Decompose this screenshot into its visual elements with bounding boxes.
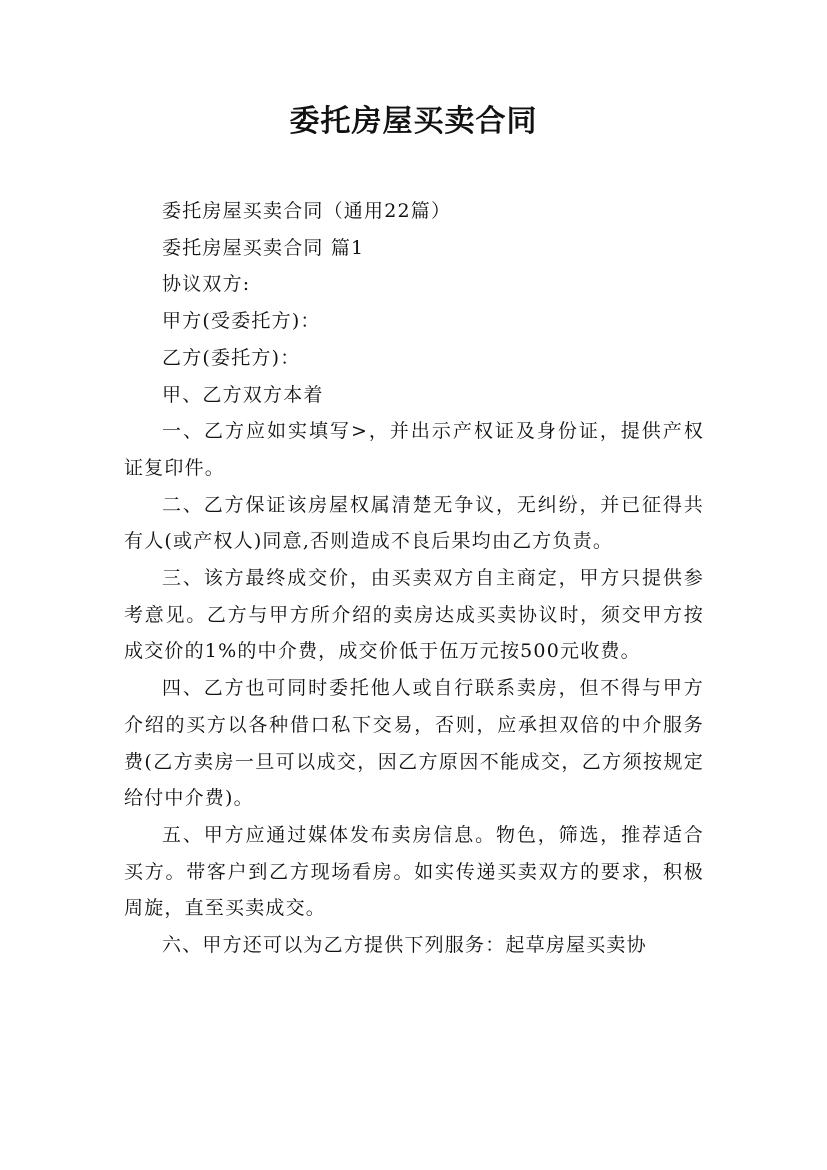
document-title: 委托房屋买卖合同	[289, 104, 538, 139]
paragraph-subtitle: 委托房屋买卖合同（通用22篇）	[162, 200, 452, 222]
paragraph-clause-4: 四、乙方也可同时委托他人或自行联系卖房，但不得与甲方介绍的买方以各种借口私下交易，否则，应承担双倍的中介服务费(乙方卖房一旦可以成交，因乙方原因不能成交，乙方须按规定给付中介费)。	[124, 677, 704, 810]
paragraph-party-b: 乙方(委托方)：	[162, 346, 301, 369]
paragraph-clause-5: 五、甲方应通过媒体发布卖房信息。物色，筛选，推荐适合买方。带客户到乙方现场看房。如实传递买卖双方的要求，积极周旋，直至买卖成交。	[124, 823, 704, 920]
paragraph-preamble: 甲、乙方双方本着	[162, 383, 324, 406]
paragraph-section-heading: 委托房屋买卖合同 篇1	[162, 236, 365, 259]
paragraph-clause-2: 二、乙方保证该房屋权属清楚无争议，无纠纷，并已征得共有人(或产权人)同意,否则造成不良后果均由乙方负责。	[124, 493, 704, 553]
document-body	[124, 193, 704, 964]
paragraph-clause-6: 六、甲方还可以为乙方提供下列服务：起草房屋买卖协	[162, 934, 647, 957]
paragraph-clause-3: 三、该方最终成交价，由买卖双方自主商定，甲方只提供参考意见。乙方与甲方所介绍的卖房达成买卖协议时，须交甲方按成交价的1%的中介费，成交价低于伍万元按500元收费。	[124, 567, 704, 663]
paragraph-parties-label: 协议双方:	[162, 273, 251, 296]
paragraph-party-a: 甲方(受委托方)：	[162, 310, 321, 333]
paragraph-clause-1: 一、乙方应如实填写>，并出示产权证及身份证，提供产权证复印件。	[124, 420, 704, 479]
